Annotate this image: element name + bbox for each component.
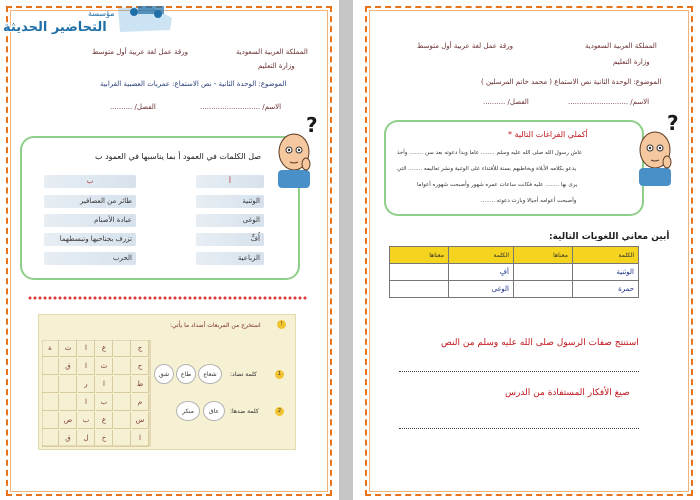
grid-letter-cell: ب (96, 394, 113, 411)
grid-letter-cell: ج (132, 340, 149, 357)
letter-grid (42, 340, 152, 448)
header-kingdom: المملكة العربية السعودية (236, 48, 308, 56)
vocab-word-cell: حمرة (572, 281, 638, 298)
grid-letter-cell: خ (96, 430, 113, 447)
grid-letter-cell: ر (78, 376, 95, 393)
puzzle-title: استخرج من المربعات أضداد ما يأتي: (170, 322, 261, 329)
grid-letter-cell (42, 412, 59, 429)
grid-letter-cell: ح (132, 358, 149, 375)
fill-line: عاش رسول الله صلى الله عليه وسلم ........ عاما وبدأ دعوته بعد سن ........ وأخذ (397, 150, 583, 156)
match-b-item: عبادة الأصنام (44, 214, 136, 227)
logo-title: التحاضير الحديثة (3, 20, 107, 35)
word-bubble: شق (154, 364, 174, 384)
fill-blanks-title: أكملي الفراغات التالية * (508, 130, 588, 139)
word-bubble: عاق (203, 401, 225, 421)
matching-title: صل الكلمات في العمود أ بما يناسبها في العمود ب (95, 152, 262, 161)
grid-letter-cell: ث (96, 358, 113, 375)
vocab-header-cell: معناها (390, 247, 449, 264)
match-a-item: الوغى (196, 214, 264, 227)
grid-letter-cell: ث (60, 340, 77, 357)
grid-letter-cell: ع (96, 340, 113, 357)
grid-letter-cell (42, 394, 59, 411)
svg-text:?: ? (306, 113, 318, 137)
match-a-item: أُفٍّ (196, 233, 264, 246)
header-kingdom: المملكة العربية السعودية (585, 42, 657, 50)
vocab-meaning-cell[interactable] (390, 264, 449, 281)
answer-line[interactable] (399, 428, 639, 429)
grid-letter-cell: ا (96, 376, 113, 393)
grid-letter-cell (114, 376, 131, 393)
header-ministry: وزارة التعليم (613, 58, 650, 66)
grid-letter-cell (60, 394, 77, 411)
publisher-logo (0, 0, 178, 45)
fill-line: يدعو بكلامه الأبلاة ويخاطبهم بسنة للأقتداء على الوثنية ونشر تعاليمه ........ التي (397, 166, 577, 172)
vocab-header-cell: الكلمة (448, 247, 513, 264)
grid-letter-cell: ل (78, 430, 95, 447)
header-topic: الموضوع: الوحدة الثانية نص الاستماع ( محمد خاتم المرسلين ) (481, 78, 662, 86)
thinking-boy-icon (268, 112, 328, 190)
vocab-table (389, 246, 639, 298)
grid-letter-cell (114, 394, 131, 411)
match-b-item: طائر من العصافير (44, 195, 136, 208)
column-a-header: أ (196, 175, 264, 188)
vocab-meaning-cell[interactable] (390, 281, 449, 298)
grid-letter-cell (42, 376, 59, 393)
puzzle-badge: ! (277, 320, 286, 329)
word-bubble: منكر (176, 401, 200, 421)
grid-letter-cell: ط (132, 376, 149, 393)
page-gutter (339, 0, 353, 500)
vocab-title: أبين معاني اللغويات التالية: (549, 232, 670, 242)
vocab-meaning-cell[interactable] (513, 281, 572, 298)
grid-letter-cell: ا (78, 394, 95, 411)
word-bubble: طاغ (176, 364, 196, 384)
grid-letter-cell (42, 430, 59, 447)
worksheet-page-right (353, 0, 700, 500)
grid-letter-cell (42, 358, 59, 375)
header-sheet-title: ورقة عمل لغة عربية أول متوسط (92, 48, 189, 56)
grid-letter-cell: ص (60, 412, 77, 429)
header-class-field[interactable]: الفصل/ .......... (110, 103, 156, 111)
header-name-field[interactable]: الاسم/ ........................... (200, 103, 282, 111)
vocab-header-cell: معناها (513, 247, 572, 264)
match-a-item: الزباعية (196, 252, 264, 265)
header-class-field[interactable]: الفصل/ .......... (483, 98, 529, 106)
q2-number-badge: 2 (275, 407, 284, 416)
grid-letter-cell: ع (96, 412, 113, 429)
fill-line: يرى بها ........ عليه فكانت ساعات عمره شهور وأصبحت شهوره أعواما (417, 182, 578, 188)
match-a-item: الوثنية (196, 195, 264, 208)
grid-letter-cell (114, 340, 131, 357)
vocab-word-cell: الوثنية (572, 264, 638, 281)
grid-letter-cell (114, 358, 131, 375)
thinking-boy-icon (629, 110, 689, 188)
logo-subtitle: مؤسسة (88, 9, 115, 18)
match-b-item: تزرف بجناحيها وتبسطهما (44, 233, 136, 246)
grid-letter-cell: س (132, 412, 149, 429)
grid-letter-cell: ة (42, 340, 59, 357)
header-ministry: وزارة التعليم (258, 62, 295, 70)
grid-letter-cell: ق (60, 430, 77, 447)
q1-number-badge: 1 (275, 370, 284, 379)
puzzle-q2-label: كلمة ضدها: (230, 408, 259, 415)
header-name-field[interactable]: الاسم/ ........................... (568, 98, 650, 106)
vocab-word-cell: أفٍ (448, 264, 513, 281)
word-bubble: شعاع (198, 364, 222, 384)
vocab-header-cell: الكلمة (572, 247, 638, 264)
svg-text:?: ? (667, 111, 679, 135)
grid-letter-cell (114, 430, 131, 447)
grid-letter-cell: ا (78, 340, 95, 357)
answer-line[interactable] (399, 371, 639, 372)
fill-line: وأصبحت أعوامه أجيالا وبارت دعوته ........ (481, 198, 577, 204)
grid-letter-cell: ق (60, 358, 77, 375)
vocab-meaning-cell[interactable] (513, 264, 572, 281)
puzzle-q1-label: كلمة تضاد: (230, 371, 257, 378)
grid-letter-cell (60, 376, 77, 393)
question-2: صيغ الأفكار المستفادة من الدرس (505, 388, 630, 398)
match-b-item: الحرب (44, 252, 136, 265)
grid-letter-cell: ب (78, 412, 95, 429)
worksheet-page-left (0, 0, 339, 500)
grid-letter-cell: م (132, 394, 149, 411)
grid-letter-cell: ا (78, 358, 95, 375)
grid-letter-cell (114, 412, 131, 429)
grid-letter-cell: ا (132, 430, 149, 447)
divider-stars (28, 296, 308, 300)
column-b-header: ب (44, 175, 136, 188)
header-topic: الموضوع: الوحدة الثانية - نص الاستماع: عمريات العصبية القرابية (100, 80, 287, 88)
header-sheet-title: ورقة عمل لغة عربية أول متوسط (417, 42, 514, 50)
vocab-word-cell: الوغى (448, 281, 513, 298)
question-1: استنتج صفات الرسول صلى الله عليه وسلم من النص (441, 338, 639, 348)
